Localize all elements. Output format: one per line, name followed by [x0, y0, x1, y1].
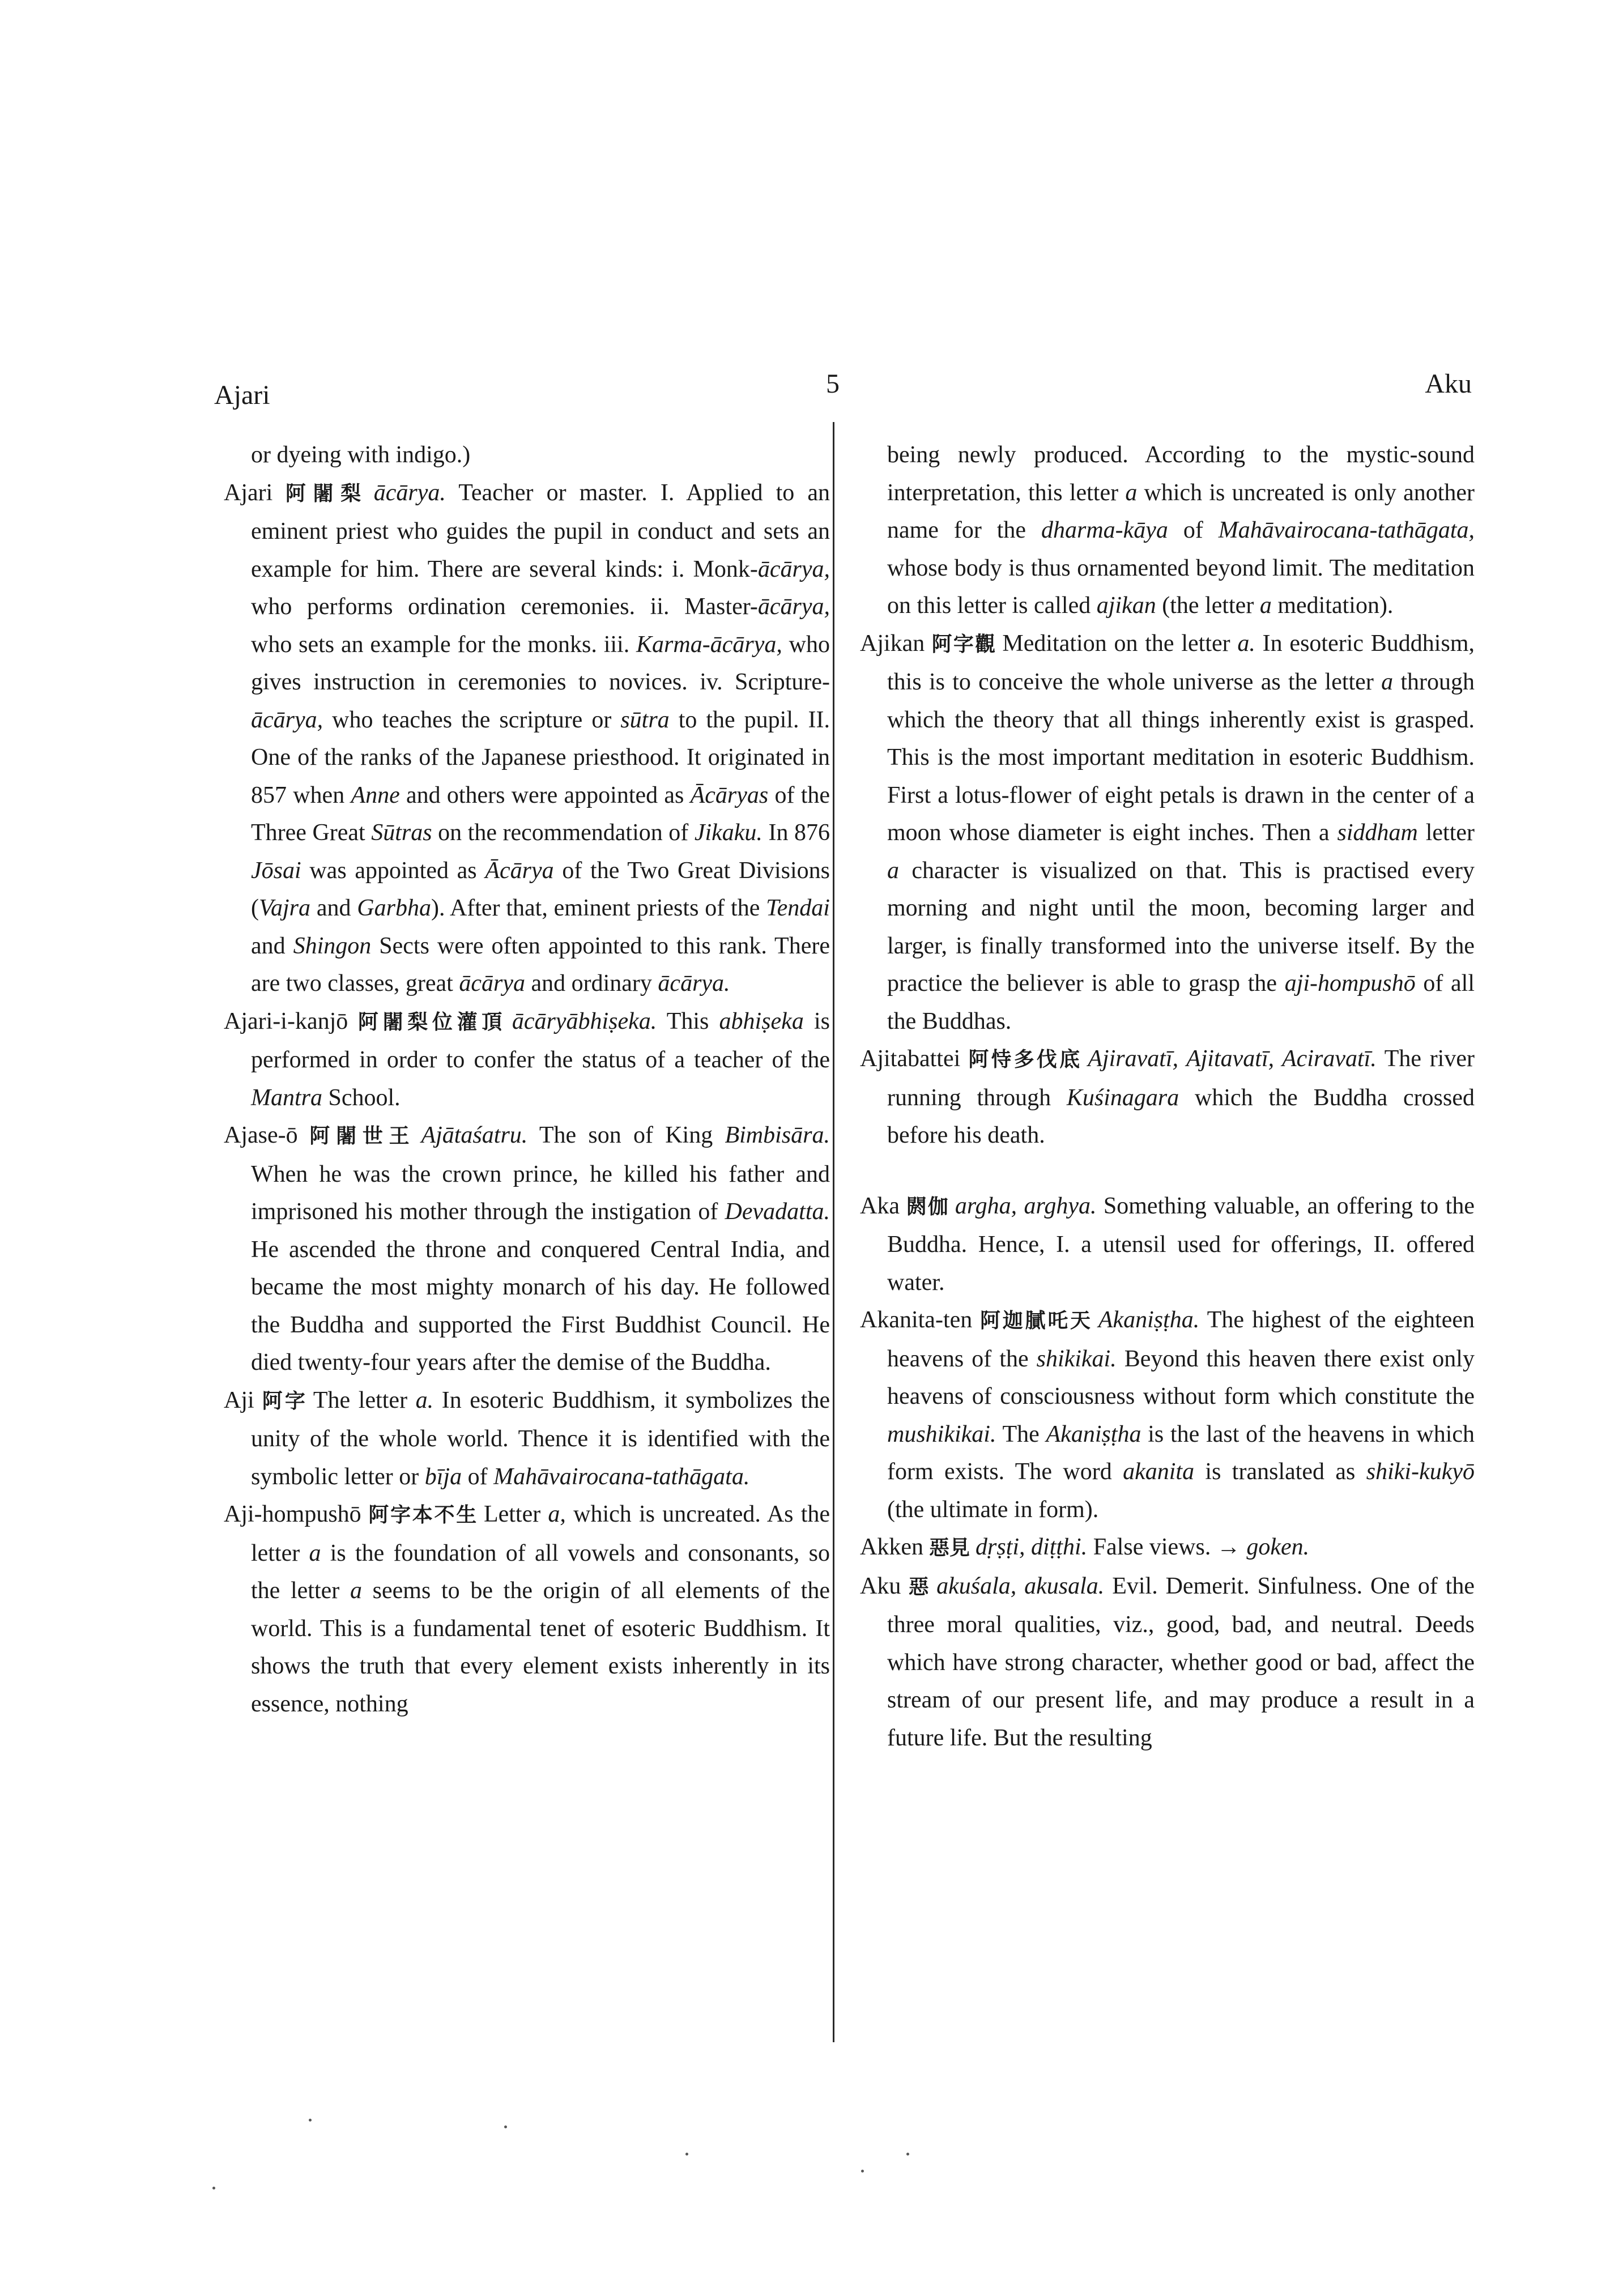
- entry-sanskrit: dṛṣṭi, diṭṭhi.: [975, 1534, 1088, 1560]
- definition-text: and: [310, 895, 357, 921]
- italic-term: sūtra: [620, 706, 670, 733]
- entry-kanji: 閼伽: [905, 1195, 949, 1219]
- definition-text: of: [1168, 517, 1219, 543]
- italic-term: Sūtras: [371, 820, 432, 846]
- italic-term: Jōsai: [251, 857, 301, 884]
- entry-kanji: 阿字: [259, 1389, 308, 1413]
- italic-term: Devadatta.: [725, 1199, 830, 1225]
- italic-term: ācārya.: [658, 970, 730, 996]
- italic-term: a,: [548, 1501, 566, 1527]
- italic-term: ācārya: [459, 970, 525, 996]
- definition-text: is the foundation of all vowels and consonants, so the letter: [251, 1540, 830, 1604]
- entry-kanji: 阿闍世王: [303, 1124, 416, 1148]
- entry-headword: Ajari: [224, 479, 273, 506]
- definition-text: Evil. Demerit. Sinfulness. One of the three moral qualities, viz., good, bad, and neutral. Deeds which have strong character, whether good or bad, affect the stream of our present life, and may produce a result in a future life. But the resulting: [887, 1573, 1475, 1751]
- definition-text: School.: [322, 1084, 401, 1111]
- definition-text: Teacher or master. I. Applied to an eminent priest who guides the pupil in conduct and sets an example for him. There are several kinds: i. Monk-: [251, 479, 830, 582]
- dictionary-entry: [224, 1496, 830, 1723]
- page-number: 5: [826, 369, 840, 399]
- italic-term: Kuśinagara: [1066, 1084, 1179, 1111]
- italic-term: a: [1381, 669, 1394, 695]
- italic-term: Mahāvairocana-tathāgata,: [1218, 517, 1475, 543]
- definition-text: is the last of the heavens in which form exists. The word: [887, 1421, 1475, 1485]
- italic-term: shiki-kukyō: [1366, 1459, 1475, 1485]
- italic-term: a: [1125, 479, 1138, 506]
- definition-text: The highest of the eighteen heavens of the: [887, 1307, 1475, 1372]
- definition-text: whose body is thus ornamented beyond limit. The meditation on this letter is called: [887, 555, 1475, 619]
- italic-term: akanita: [1123, 1459, 1195, 1485]
- left-entries: [224, 474, 830, 1723]
- definition-text: False views. →: [1093, 1534, 1247, 1560]
- italic-term: shikikai.: [1036, 1345, 1117, 1372]
- entry-headword: Aku: [860, 1573, 901, 1599]
- entry-headword: Aji-hompushō: [224, 1501, 361, 1527]
- definition-text: was appointed as: [301, 857, 485, 884]
- italic-term: aji-hompushō: [1284, 970, 1416, 996]
- italic-term: Mahāvairocana-tathāgata.: [493, 1463, 750, 1490]
- continuation-text: or dyeing with indigo.): [251, 442, 471, 468]
- definition-text: and: [251, 932, 293, 959]
- definition-text: Sects were often appointed to this rank. There are two classes, great: [251, 932, 830, 996]
- continuation-text: [860, 436, 1475, 625]
- entry-kanji: 阿闍梨位灌頂: [353, 1010, 506, 1034]
- definition-text: to the pupil. II. One of the ranks of the Japanese priesthood. It originated in 857 when: [251, 706, 830, 808]
- definition-text: Meditation on the letter: [1002, 630, 1238, 657]
- italic-term: Vajra: [259, 895, 311, 921]
- dictionary-entry: [224, 1382, 830, 1496]
- definition-text: (the ultimate in form).: [887, 1496, 1099, 1523]
- italic-term: ācārya,: [757, 594, 830, 620]
- italic-term: a: [887, 857, 899, 884]
- entry-kanji: 阿闍梨: [278, 482, 368, 505]
- italic-term: siddham: [1337, 820, 1418, 846]
- definition-text: and ordinary: [525, 970, 658, 996]
- dictionary-entry: [860, 1040, 1475, 1155]
- definition-text: The river running through: [887, 1046, 1475, 1111]
- definition-text: who sets an example for the monks. iii.: [251, 631, 637, 658]
- definition-text: who performs ordination ceremonies. ii. Master-: [251, 594, 758, 620]
- italic-term: ācārya,: [251, 706, 323, 733]
- italic-term: abhiṣeka: [719, 1008, 804, 1034]
- definition-text: of all the Buddhas.: [887, 970, 1475, 1034]
- italic-term: goken.: [1246, 1534, 1310, 1560]
- dictionary-entry: [860, 1528, 1475, 1567]
- italic-term: a: [309, 1540, 321, 1566]
- definition-text: The: [996, 1421, 1046, 1447]
- entry-sanskrit: akuśala, akusala.: [936, 1573, 1105, 1599]
- running-head: [214, 368, 1472, 414]
- definition-text: is translated as: [1194, 1459, 1366, 1485]
- italic-term: a.: [1237, 630, 1255, 657]
- scan-speck: [861, 2170, 864, 2173]
- entry-sanskrit: Ajiravatī, Ajitavatī, Aciravatī.: [1088, 1046, 1377, 1072]
- definition-text: which is uncreated. As the letter: [251, 1501, 830, 1566]
- entry-headword: Ajikan: [860, 630, 925, 657]
- italic-term: a.: [415, 1387, 434, 1413]
- scan-speck: [309, 2119, 312, 2122]
- entry-sanskrit: ācārya.: [373, 479, 446, 506]
- dictionary-entry: [224, 1117, 830, 1382]
- definition-text: character is visualized on that. This is practised every morning and night until the moon, becoming larger and larger, is finally transformed into the universe itself. By the practice the believer is able to grasp the: [887, 857, 1475, 996]
- definition-text: This: [666, 1008, 719, 1034]
- definition-text: ). After that, eminent priests of the: [431, 895, 766, 921]
- italic-term: Karma-ācārya,: [636, 631, 782, 658]
- entry-headword: Ajitabattei: [860, 1046, 961, 1072]
- italic-term: Ācārya: [485, 857, 554, 884]
- dictionary-entry: [224, 474, 830, 1003]
- entry-kanji: 惡: [906, 1575, 931, 1599]
- entry-headword: Akken: [860, 1534, 923, 1560]
- definition-text: He ascended the throne and conquered Central India, and became the most mighty monarch of his day. He followed the Buddha and supported the First Buddhist Council. He died twenty-four years after the demise of the Buddha.: [251, 1236, 830, 1375]
- italic-term: Tendai: [766, 895, 830, 921]
- definition-text: of the Two Great Divisions (: [251, 857, 830, 921]
- right-guide-word: Aku: [1425, 369, 1472, 399]
- entry-kanji: 阿字觀: [930, 632, 997, 656]
- entry-headword: Ajari-i-kanjō: [224, 1008, 348, 1034]
- right-column: [860, 436, 1475, 1757]
- italic-term: bīja: [424, 1463, 462, 1490]
- definition-text: being newly produced. According to the mystic-sound interpretation, this letter: [887, 442, 1475, 506]
- italic-term: Ācāryas: [690, 782, 769, 808]
- italic-term: Mantra: [251, 1084, 322, 1111]
- definition-text: (the letter: [1156, 593, 1260, 619]
- definition-text: on the recommendation of: [432, 820, 695, 846]
- italic-term: Anne: [351, 782, 400, 808]
- italic-term: ajikan: [1096, 593, 1156, 619]
- definition-text: of the Three Great: [251, 782, 830, 846]
- scan-speck: [504, 2125, 507, 2128]
- definition-text: When he was the crown prince, he killed his father and imprisoned his mother through the instigation of: [251, 1161, 830, 1225]
- definition-text: who teaches the scripture or: [323, 706, 621, 733]
- entry-headword: Akanita-ten: [860, 1307, 973, 1333]
- definition-text: Something valuable, an offering to the Buddha. Hence, I. a utensil used for offerings, II. offered water.: [887, 1192, 1475, 1296]
- italic-term: Bimbisāra.: [725, 1122, 830, 1148]
- entry-sanskrit: argha, arghya.: [955, 1192, 1097, 1219]
- entry-kanji: 阿迦膩吒天: [978, 1309, 1093, 1332]
- italic-term: a: [1259, 593, 1272, 619]
- entry-sanskrit: Akaniṣṭha.: [1098, 1307, 1200, 1333]
- italic-term: ācārya,: [757, 556, 830, 582]
- definition-text: In 876: [762, 820, 830, 846]
- entry-headword: Ajase-ō: [224, 1122, 298, 1148]
- column-divider: [833, 422, 834, 2042]
- left-column: [224, 436, 830, 1723]
- definition-text: The letter: [313, 1387, 416, 1413]
- dictionary-entry: [860, 1187, 1475, 1302]
- definition-text: who gives instruction in ceremonies to novices. iv. Scripture-: [251, 631, 830, 695]
- definition-text: seems to be the origin of all elements of the world. This is a fundamental tenet of esoteric Buddhism. It shows the truth that every element exists inherently in its essence, nothing: [251, 1578, 830, 1717]
- italic-term: Shingon: [293, 932, 372, 959]
- scan-speck: [906, 2153, 909, 2156]
- entry-sanskrit: Ajātaśatru.: [421, 1122, 528, 1148]
- italic-term: Jikaku.: [694, 820, 762, 846]
- definition-text: which the Buddha crossed before his death.: [887, 1084, 1475, 1148]
- definition-text: In esoteric Buddhism, it symbolizes the unity of the whole world. Thence it is identified with the symbolic letter or: [251, 1387, 830, 1490]
- scan-speck: [212, 2187, 215, 2189]
- definition-text: meditation).: [1271, 593, 1394, 619]
- italic-term: Akaniṣṭha: [1046, 1421, 1141, 1447]
- definition-text: is performed in order to confer the status of a teacher of the: [251, 1008, 830, 1073]
- italic-term: dharma-kāya: [1041, 517, 1168, 543]
- entry-kanji: 惡見: [928, 1536, 970, 1560]
- definition-text: Beyond this heaven there exist only heavens of consciousness without form which constitute the: [887, 1345, 1475, 1409]
- left-guide-word: Ajari: [214, 380, 270, 410]
- definition-text: Letter: [483, 1501, 548, 1527]
- entry-headword: Aka: [860, 1192, 900, 1219]
- dictionary-entry: [860, 625, 1475, 1041]
- dictionary-entry: [860, 1567, 1475, 1757]
- definition-text: The son of King: [539, 1122, 725, 1148]
- definition-text: and others were appointed as: [399, 782, 691, 808]
- entry-kanji: 阿恃多伐底: [966, 1048, 1083, 1071]
- entry-sanskrit: ācāryābhiṣeka.: [512, 1008, 657, 1034]
- definition-text: letter: [1417, 820, 1475, 846]
- dictionary-entry: [860, 1301, 1475, 1528]
- scan-speck: [685, 2153, 688, 2156]
- definition-text: through which the theory that all things inherently exist is grasped. This is the most important meditation in esoteric Buddhism. First a lotus-flower of eight petals is drawn in the center of a moon whose diameter is eight inches. Then a: [887, 669, 1475, 846]
- definition-text: which is uncreated is only another name for the: [887, 479, 1475, 543]
- definition-text: In esoteric Buddhism, this is to conceive the whole universe as the letter: [887, 630, 1475, 695]
- italic-term: Garbha: [357, 895, 431, 921]
- italic-term: a: [350, 1578, 362, 1604]
- entry-kanji: 阿字本不生: [367, 1503, 478, 1527]
- entry-headword: Aji: [224, 1387, 254, 1413]
- definition-text: of: [462, 1463, 494, 1490]
- italic-term: mushikikai.: [887, 1421, 996, 1447]
- right-entries: [860, 625, 1475, 1757]
- dictionary-entry: [224, 1003, 830, 1117]
